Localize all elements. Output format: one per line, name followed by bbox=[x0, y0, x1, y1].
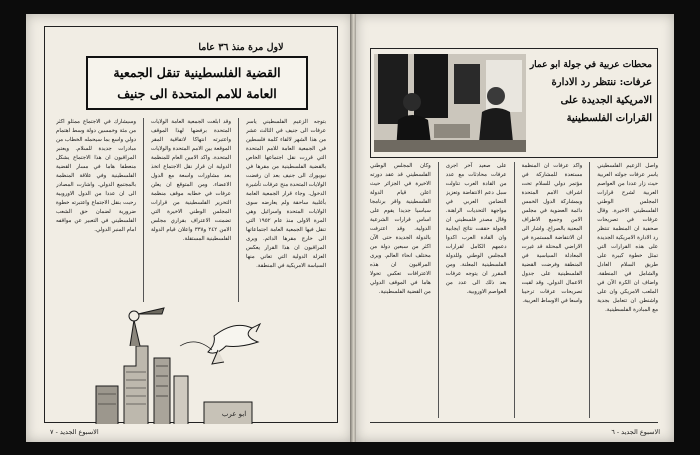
column-rule bbox=[438, 162, 439, 418]
right-page bbox=[356, 14, 674, 442]
column-rule bbox=[143, 118, 144, 302]
side-headline-kicker: محطات عربية في جولة ابو عمار bbox=[529, 60, 652, 70]
cartoon-signature: ابو عرب bbox=[221, 410, 247, 418]
article-kicker: لاول مرة منذ ٣٦ عاما bbox=[198, 42, 284, 53]
column-rule bbox=[514, 162, 515, 418]
headline-line-1: القضية الفلسطينية تنقل الجمعية bbox=[113, 65, 281, 80]
news-photo bbox=[374, 54, 526, 152]
right-article-columns bbox=[370, 162, 658, 418]
left-column-1: بتوجه الزعيم الفلسطيني ياسر عرفات الى جنيف في الثالث عشر من هذا الشهر لالقاء كلمة فلسطين في الجمعية العامة للامم المتحدة التي قررت نقل اجتماعها الخاص بالقضية الفلسطينية من مقرها في نيويورك الى جنيف بعد ان رفضت الولايات المتحدة منح عرفات تأشيرة الدخول. وجاء قرار الجمعية العامة بأغلبية ساحقة ولم يعارضه سوى الولايات المتحدة واسرائيل وهي المرة الاولى منذ عام ١٩٥٢ التي تنقل فيها الجمعية العامة اجتماعاتها الى خارج مقرها الدائم. ويرى المراقبون ان هذا القرار يعكس العزلة الدولية التي تعاني منها السياسة الامريكية في المنطقة. bbox=[246, 119, 326, 269]
political-cartoon bbox=[84, 306, 278, 424]
column-rule bbox=[589, 162, 590, 418]
footer-rule bbox=[370, 422, 658, 423]
right-column-2: واكد عرفات ان المنظمة مستعدة للمشاركة في مؤتمر دولي للسلام تحت اشراف الامم المتحدة وبمشاركة الدول الخمس دائمة العضوية في مجلس الامن وجميع الاطراف المعنية بالصراع. واشار الى ان الانتفاضة المستمرة في الاراضي المحتلة قد غيرت المعادلة السياسية في المنطقة وفرضت القضية الفلسطينية على جدول الاعمال الدولي. وقد لقيت تصريحات عرفات ترحيبا واسعا في الاوساط العربية. bbox=[521, 163, 583, 304]
left-page bbox=[26, 14, 352, 442]
side-headline bbox=[510, 56, 652, 128]
side-headline-line-3: القرارات الفلسطينية bbox=[566, 113, 652, 124]
right-page-footer: الاسبوع الجديد - ٦ bbox=[611, 428, 660, 436]
headline-box bbox=[86, 56, 308, 110]
left-article-columns bbox=[56, 118, 326, 302]
right-column-3: على صعيد آخر اجرى عرفات محادثات مع عدد من القادة العرب تناولت سبل دعم الانتفاضة وتعزيز التضامن العربي في مواجهة التحديات الراهنة. وقال مصدر فلسطيني ان الجولة حققت نتائج ايجابية وان القادة العرب اكدوا دعمهم الكامل لقرارات المجلس الوطني وللدولة الفلسطينية المعلنة. ومن المقرر ان يتوجه عرفات بعد ذلك الى عدد من العواصم الاوروبية. bbox=[445, 163, 507, 295]
side-headline-line-2: الامريكية الجديدة على bbox=[560, 95, 652, 106]
right-column-4: وكان المجلس الوطني الفلسطيني قد عقد دورته الاخيرة في الجزائر حيث اعلن قيام الدولة الفلسطينية واقر برنامجا سياسيا جديدا يقوم على اساس قرارات الشرعية الدولية. وقد اعترفت بالدولة الجديدة حتى الآن اكثر من سبعين دولة من مختلف انحاء العالم. ويرى المراقبون ان هذه الاعترافات تعكس تحولا هاما في الموقف الدولي من القضية الفلسطينية. bbox=[370, 163, 431, 295]
headline-line-2: العامة للامم المتحدة الى جنيف bbox=[117, 86, 277, 101]
left-page-footer: الاسبوع الجديد - ٧ bbox=[50, 428, 99, 436]
left-column-3: وسيشارك في الاجتماع ممثلو اكثر من مئة وخمسين دولة وسط اهتمام دولي واسع بما سيحمله الخطاب من مبادرات جديدة للسلام. ويعتبر المراقبون ان هذا الاجتماع يشكل منعطفا هاما في مسار القضية الفلسطينية وفي علاقة المنظمة بالمجتمع الدولي. واشارت المصادر الى ان عددا من الدول الاوروبية رحبت بنقل الاجتماع واعتبرته خطوة ضرورية لضمان حق الشعب الفلسطيني في التعبير عن مواقفه امام المنبر الدولي. bbox=[56, 119, 136, 233]
column-rule bbox=[238, 118, 239, 302]
left-column-2: وقد ابلغت الجمعية العامة الولايات المتحدة برفضها لهذا الموقف واعتبرته انتهاكا لاتفاقية المقر الموقعة بين الامم المتحدة والولايات المتحدة. واكد الامين العام للمنظمة الدولية ان قرار نقل الاجتماع اتخذ بعد مشاورات واسعة مع الدول الاعضاء. ومن المتوقع ان يعلن عرفات في خطابه موقف منظمة التحرير الفلسطينية من قرارات المجلس الوطني الاخيرة التي تضمنت الاعتراف بقراري مجلس الامن ٢٤٢ و٣٣٨ واعلان قيام الدولة الفلسطينية المستقلة. bbox=[151, 119, 231, 242]
side-headline-line-1: عرفات: ننتظر رد الادارة bbox=[551, 77, 652, 88]
right-column-1: واصل الزعيم الفلسطيني ياسر عرفات جولته العربية حيث زار عددا من العواصم العربية لشرح قرارات المجلس الوطني الفلسطيني الاخيرة. وقال عرفات في تصريحات صحفية ان المنظمة تنتظر رد الادارة الامريكية الجديدة على هذه القرارات التي تمثل خطوة كبيرة على طريق السلام العادل والشامل في المنطقة. واضاف ان الكرة الآن في الملعب الامريكي وان على واشنطن ان تتعامل بجدية مع المبادرة الفلسطينية. bbox=[597, 163, 658, 313]
